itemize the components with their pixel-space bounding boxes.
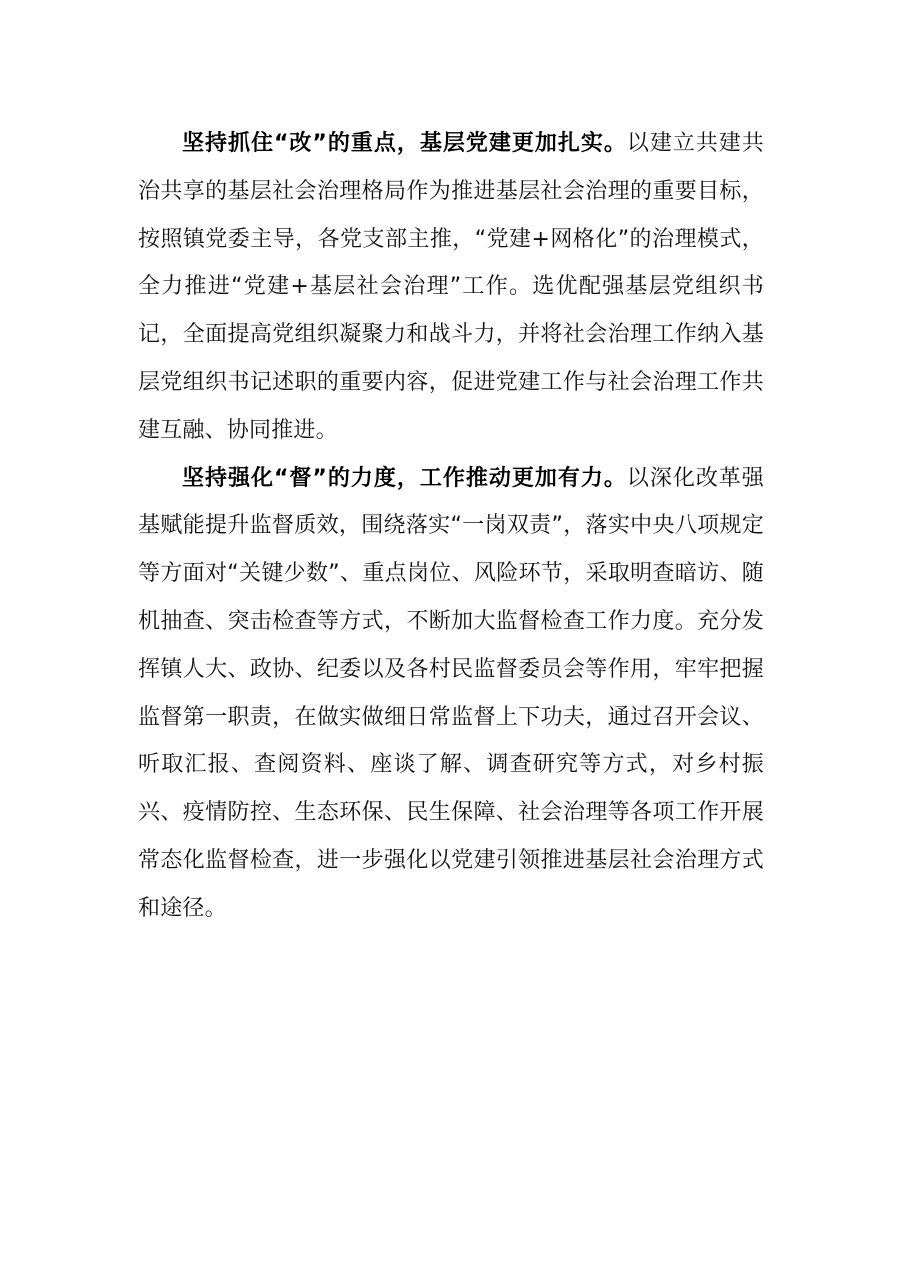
paragraph-lead-heading: 坚持抓住“改”的重点，基层党建更加扎实。: [182, 131, 627, 156]
document-body: [138, 120, 764, 933]
paragraph-supervision-strength: [138, 455, 764, 933]
paragraph-lead-heading: 坚持强化“督”的力度，工作推动更加有力。: [182, 465, 627, 491]
paragraph-body-text: 以建立共建共治共享的基层社会治理格局作为推进基层社会治理的重要目标，按照镇党委主导，各党支部主推，“党建+网格化”的治理模式，全力推进“党建+基层社会治理”工作。选优配强基层党组织书记，全面提高党组织凝聚力和战斗力，并将社会治理工作纳入基层党组织书记述职的重要内容，促进党建工作与社会治理工作共建互融、协同推进。: [138, 131, 765, 443]
paragraph-reform-focus: [138, 120, 764, 455]
paragraph-body-text: 以深化改革强基赋能提升监督质效，围绕落实“一岗双责”，落实中央八项规定等方面对“关键少数”、重点岗位、风险环节，采取明查暗访、随机抽查、突击检查等方式，不断加大监督检查工作力度。充分发挥镇人大、政协、纪委以及各村民监督委员会等作用，牢牢把握监督第一职责，在做实做细日常监督上下功夫，通过召开会议、听取汇报、查阅资料、座谈了解、调查研究等方式，对乡村振兴、疫情防控、生态环保、民生保障、社会治理等各项工作开展常态化监督检查，进一步强化以党建引领推进基层社会治理方式和途径。: [138, 465, 765, 921]
